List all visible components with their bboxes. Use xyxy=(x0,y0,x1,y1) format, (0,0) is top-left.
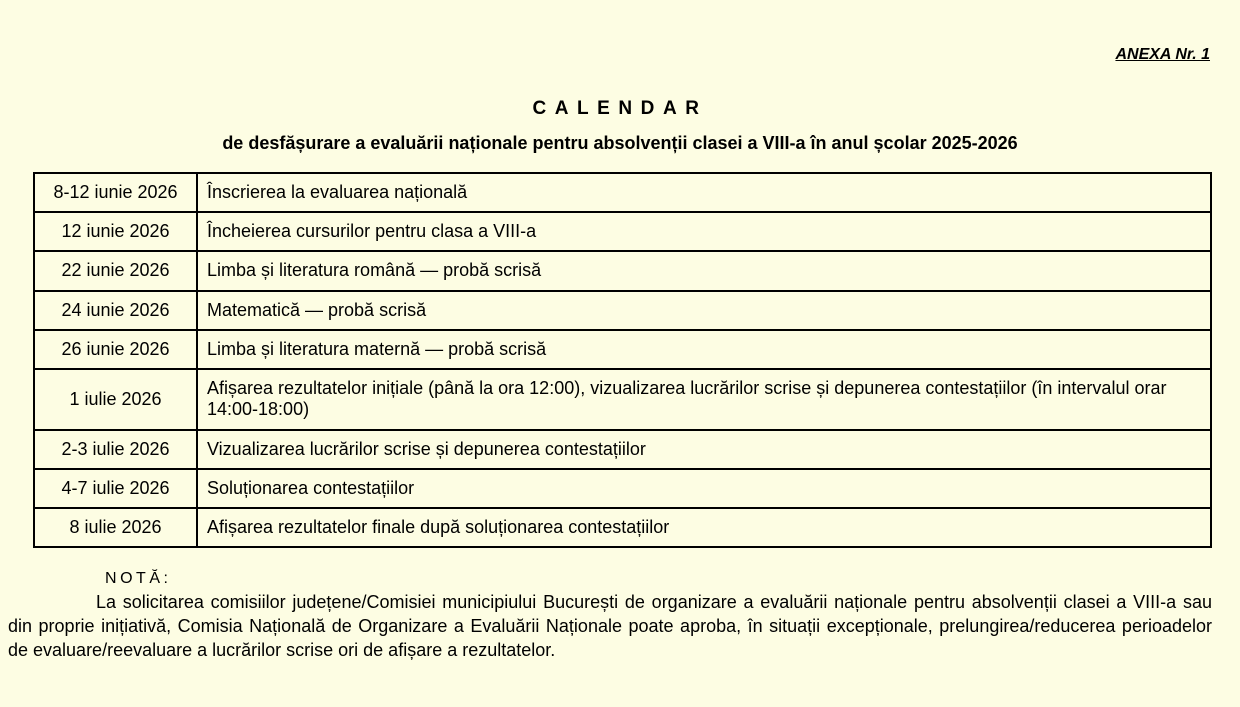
note-paragraph: La solicitarea comisiilor județene/Comisiei municipiului București de organizare a evaluării naționale pentru absolvenții clasei a VIII-a sau din proprie inițiativă, Comisia Națională de Organizare a Evaluării Naționale poate aproba, în situații excepționale, prelungirea/reducerea perioadelor de evaluare/reevaluare a lucrărilor scrise ori de afișare a rezultatelor. xyxy=(8,592,1212,661)
event-cell: Limba și literatura română — probă scrisă xyxy=(197,251,1211,290)
event-cell: Afișarea rezultatelor inițiale (până la ora 12:00), vizualizarea lucrărilor scrise și depunerea contestațiilor (în intervalul orar 14:00-18:00) xyxy=(197,369,1211,429)
event-cell: Încheierea cursurilor pentru clasa a VIII-a xyxy=(197,212,1211,251)
table-row xyxy=(34,430,1211,469)
table-row xyxy=(34,173,1211,212)
date-cell: 2-3 iulie 2026 xyxy=(34,430,197,469)
date-cell: 12 iunie 2026 xyxy=(34,212,197,251)
note-section xyxy=(0,570,1240,663)
date-cell: 8-12 iunie 2026 xyxy=(34,173,197,212)
event-cell: Înscrierea la evaluarea națională xyxy=(197,173,1211,212)
annex-label-text: ANEXA Nr. 1 xyxy=(1115,46,1210,63)
table-row xyxy=(34,469,1211,508)
table-row xyxy=(34,330,1211,369)
date-cell: 1 iulie 2026 xyxy=(34,369,197,429)
table-row xyxy=(34,508,1211,547)
date-cell: 26 iunie 2026 xyxy=(34,330,197,369)
date-cell: 4-7 iulie 2026 xyxy=(34,469,197,508)
date-cell: 8 iulie 2026 xyxy=(34,508,197,547)
table-row xyxy=(34,212,1211,251)
date-cell: 24 iunie 2026 xyxy=(34,291,197,330)
event-cell: Afișarea rezultatelor finale după soluționarea contestațiilor xyxy=(197,508,1211,547)
calendar-table xyxy=(33,172,1212,548)
event-cell: Soluționarea contestațiilor xyxy=(197,469,1211,508)
page-subtitle: de desfășurare a evaluării naționale pentru absolvenții clasei a VIII-a în anul școlar 2025-2026 xyxy=(222,133,1018,153)
event-cell: Limba și literatura maternă — probă scrisă xyxy=(197,330,1211,369)
table-row xyxy=(34,369,1211,429)
event-cell: Vizualizarea lucrărilor scrise și depunerea contestațiilor xyxy=(197,430,1211,469)
table-row xyxy=(34,251,1211,290)
note-label: NOTĂ: xyxy=(105,570,172,588)
page-title: CALENDAR xyxy=(532,98,708,119)
event-cell: Matematică — probă scrisă xyxy=(197,291,1211,330)
date-cell: 22 iunie 2026 xyxy=(34,251,197,290)
annex-label xyxy=(0,46,1240,64)
table-row xyxy=(34,291,1211,330)
